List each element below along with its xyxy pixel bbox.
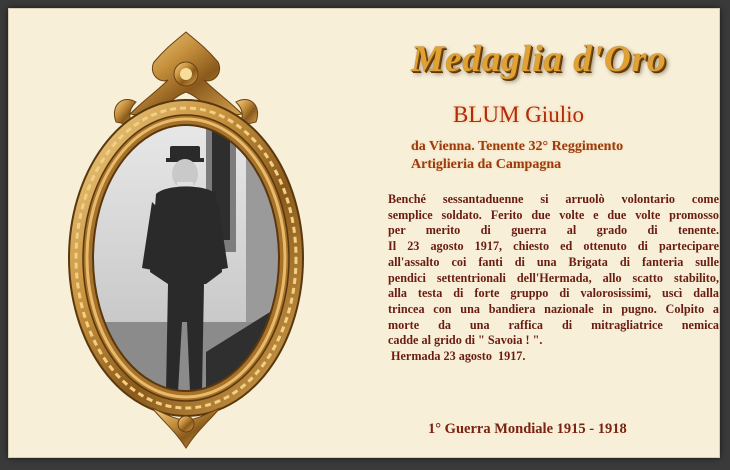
memorial-card: [8, 8, 720, 458]
rank-and-unit: [411, 138, 701, 174]
ornate-frame-icon: [56, 22, 316, 452]
citation-line: per merito di guerra al grado di tenente.: [388, 223, 719, 238]
unit-line: Artiglieria da Campagna: [411, 157, 562, 172]
war-label: 1° Guerra Mondiale 1915 - 1918: [428, 421, 627, 437]
portrait-frame: [56, 22, 316, 452]
medal-citation: [388, 192, 719, 365]
honoree-name: BLUM Giulio: [453, 102, 584, 127]
citation-line: pendici settentrionali dell'Hermada, allo scatto stabilito,: [388, 270, 719, 285]
citation-line: Benché sessantaduenne si arruolò volontario come: [388, 192, 719, 206]
citation-line: all'assalto coi fanti di una Brigata di fanteria sulle: [388, 254, 719, 269]
citation-line: Il 23 agosto 1917, chiesto ed ottenuto di partecipare: [388, 239, 719, 254]
unit-line: da Vienna. Tenente 32° Reggimento: [411, 139, 624, 154]
citation-date: Hermada 23 agosto 1917.: [388, 349, 526, 364]
citation-line: semplice soldato. Ferito due volte e due volte promosso: [388, 207, 719, 222]
citation-line: morte da una raffica di mitragliatrice nemica: [388, 317, 719, 332]
citation-line: cadde al grido di " Savoia ! ".: [388, 333, 543, 348]
page-title: Medaglia d'Oro: [411, 39, 667, 80]
citation-line: alla testa di forte gruppo di valorosissimi, uscì dalla: [388, 286, 719, 301]
citation-line: trincea con una bandiera nazionale in pugno. Colpito a: [388, 301, 719, 316]
